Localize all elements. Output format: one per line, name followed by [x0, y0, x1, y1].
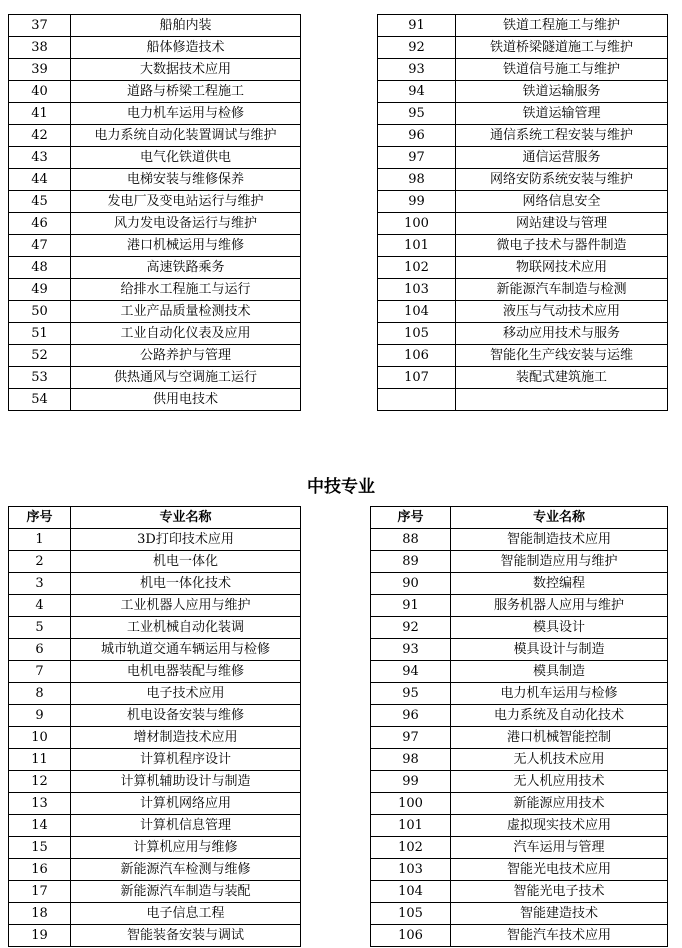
name-cell: 服务机器人应用与维护 [451, 595, 668, 617]
table-row [9, 15, 301, 37]
name-cell: 汽车运用与管理 [451, 837, 668, 859]
table-row [9, 881, 301, 903]
name-cell: 新能源汽车制造与装配 [71, 881, 301, 903]
name-cell: 新能源汽车检测与维修 [71, 859, 301, 881]
name-cell: 无人机应用技术 [451, 771, 668, 793]
table-row [9, 573, 301, 595]
name-cell: 智能装备安装与调试 [71, 925, 301, 947]
name-cell: 计算机程序设计 [71, 749, 301, 771]
table-row [9, 103, 301, 125]
table-row [378, 367, 668, 389]
seq-cell: 4 [9, 595, 71, 617]
name-cell: 电子技术应用 [71, 683, 301, 705]
table-row [371, 551, 668, 573]
seq-cell: 89 [371, 551, 451, 573]
name-cell: 工业产品质量检测技术 [71, 301, 301, 323]
header-seq: 序号 [371, 507, 451, 529]
table-row [371, 573, 668, 595]
name-cell: 电子信息工程 [71, 903, 301, 925]
seq-cell: 48 [9, 257, 71, 279]
table-row [9, 125, 301, 147]
table-row [371, 705, 668, 727]
table-row [371, 881, 668, 903]
name-cell: 模具设计与制造 [451, 639, 668, 661]
name-cell: 铁道信号施工与维护 [456, 59, 668, 81]
name-cell: 智能光电子技术 [451, 881, 668, 903]
name-cell: 大数据技术应用 [71, 59, 301, 81]
name-cell: 机电设备安装与维修 [71, 705, 301, 727]
seq-cell: 106 [378, 345, 456, 367]
name-cell: 供热通风与空调施工运行 [71, 367, 301, 389]
name-cell: 计算机辅助设计与制造 [71, 771, 301, 793]
seq-cell: 99 [371, 771, 451, 793]
seq-cell: 96 [371, 705, 451, 727]
section-title: 中技专业 [307, 477, 375, 497]
name-cell [456, 389, 668, 411]
seq-cell: 49 [9, 279, 71, 301]
name-cell: 智能建造技术 [451, 903, 668, 925]
table-row [9, 279, 301, 301]
seq-cell: 104 [371, 881, 451, 903]
table-row [9, 925, 301, 947]
table-row [9, 617, 301, 639]
name-cell: 通信运营服务 [456, 147, 668, 169]
name-cell: 虚拟现实技术应用 [451, 815, 668, 837]
name-cell: 公路养护与管理 [71, 345, 301, 367]
table-row [371, 617, 668, 639]
name-cell: 机电一体化 [71, 551, 301, 573]
table-row [371, 793, 668, 815]
seq-cell: 46 [9, 213, 71, 235]
name-cell: 工业机械自动化装调 [71, 617, 301, 639]
table-row [371, 727, 668, 749]
header-seq: 序号 [9, 507, 71, 529]
table-row [9, 815, 301, 837]
seq-cell: 43 [9, 147, 71, 169]
name-cell: 模具制造 [451, 661, 668, 683]
table-row [9, 59, 301, 81]
seq-cell: 99 [378, 191, 456, 213]
seq-cell: 12 [9, 771, 71, 793]
table-row [9, 257, 301, 279]
name-cell: 移动应用技术与服务 [456, 323, 668, 345]
name-cell: 电力机车运用与检修 [451, 683, 668, 705]
name-cell: 发电厂及变电站运行与维护 [71, 191, 301, 213]
table-row [378, 59, 668, 81]
seq-cell: 97 [378, 147, 456, 169]
name-cell: 模具设计 [451, 617, 668, 639]
seq-cell: 97 [371, 727, 451, 749]
seq-cell: 51 [9, 323, 71, 345]
name-cell: 无人机技术应用 [451, 749, 668, 771]
seq-cell: 15 [9, 837, 71, 859]
seq-cell: 105 [371, 903, 451, 925]
name-cell: 船舶内装 [71, 15, 301, 37]
table-row [9, 903, 301, 925]
seq-cell: 53 [9, 367, 71, 389]
seq-cell: 93 [371, 639, 451, 661]
name-cell: 通信系统工程安装与维护 [456, 125, 668, 147]
name-cell: 智能制造应用与维护 [451, 551, 668, 573]
seq-cell: 40 [9, 81, 71, 103]
seq-cell: 52 [9, 345, 71, 367]
seq-cell: 3 [9, 573, 71, 595]
top-right-table [377, 14, 668, 411]
seq-cell: 100 [371, 793, 451, 815]
name-cell: 液压与气动技术应用 [456, 301, 668, 323]
seq-cell: 54 [9, 389, 71, 411]
seq-cell: 42 [9, 125, 71, 147]
seq-cell: 105 [378, 323, 456, 345]
table-row [9, 661, 301, 683]
name-cell: 网站建设与管理 [456, 213, 668, 235]
table-row [378, 323, 668, 345]
table-row [9, 727, 301, 749]
table-row [9, 683, 301, 705]
table-row [371, 749, 668, 771]
table-row [378, 345, 668, 367]
name-cell: 给排水工程施工与运行 [71, 279, 301, 301]
name-cell: 铁道运输管理 [456, 103, 668, 125]
table-row [371, 925, 668, 947]
table-header-row [9, 507, 301, 529]
seq-cell: 5 [9, 617, 71, 639]
table-row [378, 81, 668, 103]
seq-cell: 90 [371, 573, 451, 595]
name-cell: 电梯安装与维修保养 [71, 169, 301, 191]
name-cell: 电力机车运用与检修 [71, 103, 301, 125]
seq-cell: 19 [9, 925, 71, 947]
table-row [378, 37, 668, 59]
table-row [9, 639, 301, 661]
name-cell: 智能制造技术应用 [451, 529, 668, 551]
table-row [378, 235, 668, 257]
name-cell: 网络信息安全 [456, 191, 668, 213]
table-row [378, 191, 668, 213]
table-row [9, 81, 301, 103]
name-cell: 城市轨道交通车辆运用与检修 [71, 639, 301, 661]
name-cell: 电力系统自动化装置调试与维护 [71, 125, 301, 147]
seq-cell: 95 [371, 683, 451, 705]
seq-cell: 6 [9, 639, 71, 661]
name-cell: 智能光电技术应用 [451, 859, 668, 881]
name-cell: 微电子技术与器件制造 [456, 235, 668, 257]
seq-cell: 8 [9, 683, 71, 705]
seq-cell: 41 [9, 103, 71, 125]
name-cell: 计算机网络应用 [71, 793, 301, 815]
name-cell: 电气化铁道供电 [71, 147, 301, 169]
name-cell: 高速铁路乘务 [71, 257, 301, 279]
table-row [9, 301, 301, 323]
table-row [378, 279, 668, 301]
name-cell: 铁道工程施工与维护 [456, 15, 668, 37]
table-row [378, 103, 668, 125]
seq-cell: 2 [9, 551, 71, 573]
header-name: 专业名称 [71, 507, 301, 529]
table-row [9, 37, 301, 59]
seq-cell: 104 [378, 301, 456, 323]
name-cell: 风力发电设备运行与维护 [71, 213, 301, 235]
table-row [9, 793, 301, 815]
table-row [9, 529, 301, 551]
table-row [9, 147, 301, 169]
table-row [9, 551, 301, 573]
table-row [9, 235, 301, 257]
seq-cell: 101 [378, 235, 456, 257]
table-row [371, 639, 668, 661]
seq-cell: 37 [9, 15, 71, 37]
name-cell: 电力系统及自动化技术 [451, 705, 668, 727]
seq-cell: 93 [378, 59, 456, 81]
table-row [371, 529, 668, 551]
name-cell: 智能化生产线安装与运维 [456, 345, 668, 367]
name-cell: 工业机器人应用与维护 [71, 595, 301, 617]
bottom-right-table [370, 506, 668, 947]
table-row [378, 213, 668, 235]
table-row [371, 661, 668, 683]
name-cell: 工业自动化仪表及应用 [71, 323, 301, 345]
table-row [371, 815, 668, 837]
name-cell: 增材制造技术应用 [71, 727, 301, 749]
seq-cell: 18 [9, 903, 71, 925]
seq-cell: 102 [378, 257, 456, 279]
name-cell: 数控编程 [451, 573, 668, 595]
seq-cell: 7 [9, 661, 71, 683]
table-row [371, 595, 668, 617]
name-cell: 物联网技术应用 [456, 257, 668, 279]
seq-cell: 17 [9, 881, 71, 903]
table-row [378, 169, 668, 191]
seq-cell: 98 [378, 169, 456, 191]
seq-cell: 103 [378, 279, 456, 301]
name-cell: 港口机械运用与维修 [71, 235, 301, 257]
name-cell: 3D打印技术应用 [71, 529, 301, 551]
seq-cell: 103 [371, 859, 451, 881]
table-row [9, 595, 301, 617]
table-row [9, 837, 301, 859]
seq-cell: 92 [378, 37, 456, 59]
seq-cell: 39 [9, 59, 71, 81]
seq-cell: 106 [371, 925, 451, 947]
table-row [378, 147, 668, 169]
table-row [9, 367, 301, 389]
table-header-row [371, 507, 668, 529]
table-row [9, 169, 301, 191]
seq-cell: 10 [9, 727, 71, 749]
name-cell: 计算机信息管理 [71, 815, 301, 837]
seq-cell: 96 [378, 125, 456, 147]
name-cell: 计算机应用与维修 [71, 837, 301, 859]
table-row [371, 837, 668, 859]
seq-cell: 92 [371, 617, 451, 639]
seq-cell: 1 [9, 529, 71, 551]
seq-cell: 95 [378, 103, 456, 125]
seq-cell: 9 [9, 705, 71, 727]
name-cell: 新能源汽车制造与检测 [456, 279, 668, 301]
table-row [371, 859, 668, 881]
table-row [9, 859, 301, 881]
table-row [378, 389, 668, 411]
seq-cell: 50 [9, 301, 71, 323]
table-row [9, 771, 301, 793]
name-cell: 船体修造技术 [71, 37, 301, 59]
seq-cell: 94 [378, 81, 456, 103]
name-cell: 道路与桥梁工程施工 [71, 81, 301, 103]
name-cell: 新能源应用技术 [451, 793, 668, 815]
seq-cell: 98 [371, 749, 451, 771]
name-cell: 装配式建筑施工 [456, 367, 668, 389]
bottom-left-table [8, 506, 301, 947]
table-row [378, 301, 668, 323]
name-cell: 机电一体化技术 [71, 573, 301, 595]
seq-cell: 91 [378, 15, 456, 37]
table-row [9, 323, 301, 345]
seq-cell: 11 [9, 749, 71, 771]
header-name: 专业名称 [451, 507, 668, 529]
seq-cell: 44 [9, 169, 71, 191]
name-cell: 网络安防系统安装与维护 [456, 169, 668, 191]
seq-cell: 101 [371, 815, 451, 837]
seq-cell [378, 389, 456, 411]
seq-cell: 38 [9, 37, 71, 59]
seq-cell: 107 [378, 367, 456, 389]
seq-cell: 100 [378, 213, 456, 235]
name-cell: 铁道桥梁隧道施工与维护 [456, 37, 668, 59]
name-cell: 铁道运输服务 [456, 81, 668, 103]
seq-cell: 16 [9, 859, 71, 881]
table-row [371, 903, 668, 925]
table-row [9, 749, 301, 771]
table-row [371, 771, 668, 793]
seq-cell: 13 [9, 793, 71, 815]
name-cell: 港口机械智能控制 [451, 727, 668, 749]
seq-cell: 91 [371, 595, 451, 617]
top-left-table [8, 14, 301, 411]
table-row [378, 257, 668, 279]
table-row [9, 213, 301, 235]
table-row [9, 191, 301, 213]
seq-cell: 94 [371, 661, 451, 683]
seq-cell: 88 [371, 529, 451, 551]
seq-cell: 47 [9, 235, 71, 257]
name-cell: 智能汽车技术应用 [451, 925, 668, 947]
table-row [371, 683, 668, 705]
table-row [9, 705, 301, 727]
seq-cell: 45 [9, 191, 71, 213]
table-row [378, 125, 668, 147]
name-cell: 电机电器装配与维修 [71, 661, 301, 683]
table-row [378, 15, 668, 37]
seq-cell: 14 [9, 815, 71, 837]
name-cell: 供用电技术 [71, 389, 301, 411]
table-row [9, 345, 301, 367]
seq-cell: 102 [371, 837, 451, 859]
table-row [9, 389, 301, 411]
